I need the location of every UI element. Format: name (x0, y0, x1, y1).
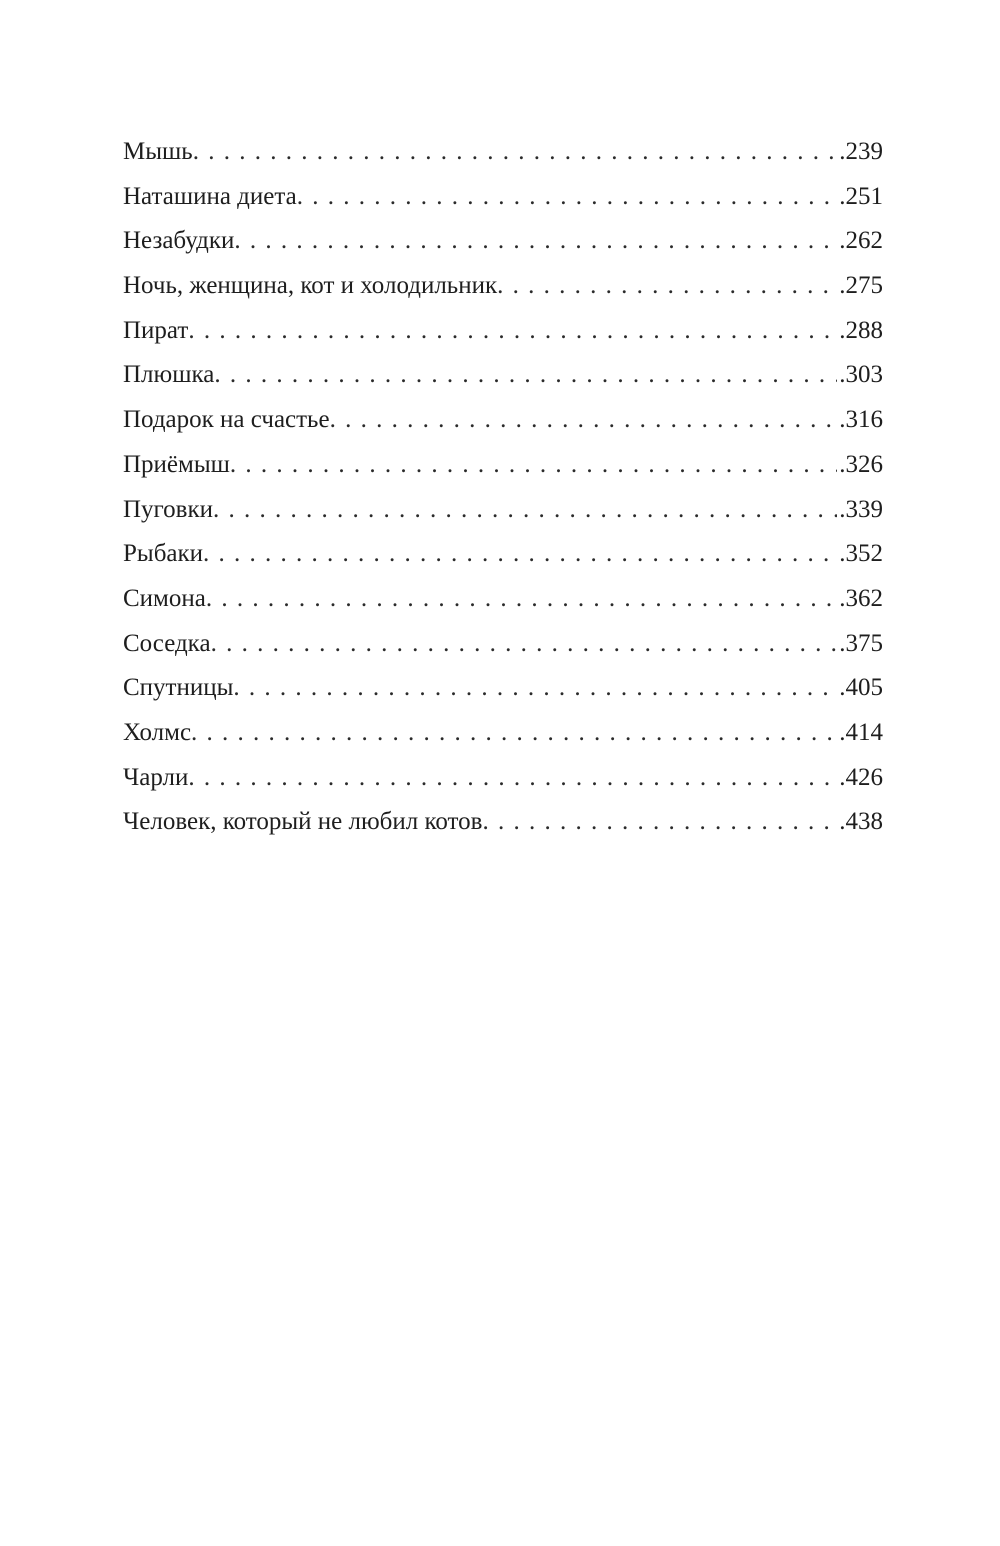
dot-leader (191, 711, 837, 756)
toc-entry (123, 443, 883, 488)
toc-entry (123, 577, 883, 622)
toc-entry (123, 532, 883, 577)
toc-entry-page: . 414 (839, 711, 883, 756)
toc-entry-title: Подарок на счастье (123, 406, 330, 434)
toc-entry-page: . 262 (839, 219, 883, 264)
dot-leader (206, 577, 837, 622)
toc-entry-page: . 375 (839, 622, 883, 667)
toc-entry-page: . 438 (839, 800, 883, 845)
dot-leader (188, 756, 837, 801)
toc-entry-title: Спутницы (123, 674, 234, 702)
toc-entry-page: . 275 (839, 264, 883, 309)
toc-entry-page: . 251 (839, 175, 883, 220)
toc-entry (123, 219, 883, 264)
dot-leader (482, 800, 837, 845)
toc-entry (123, 130, 883, 175)
toc-entry (123, 800, 883, 845)
toc-entry (123, 264, 883, 309)
toc-entry-title: Ночь, женщина, кот и холодильник (123, 272, 498, 300)
toc-entry (123, 175, 883, 220)
dot-leader (233, 666, 837, 711)
dot-leader (230, 443, 837, 488)
toc-entry-page: . 326 (839, 443, 883, 488)
toc-entry-title: Чарли (123, 763, 189, 791)
toc-entry-title: Плюшка (123, 361, 215, 389)
toc-entry-title: Мышь (123, 138, 193, 165)
toc-entry-page: . 339 (839, 488, 883, 533)
toc-entry (123, 398, 883, 443)
dot-leader (188, 309, 837, 354)
dot-leader (214, 353, 837, 398)
dot-leader (203, 532, 837, 577)
toc-entry (123, 711, 883, 756)
toc-entry-title: Человек, который не любил котов (123, 808, 483, 836)
toc-entry-page: . 239 (839, 130, 883, 175)
toc-entry-page: . 303 (839, 353, 883, 398)
toc-entry-page: . 316 (839, 398, 883, 443)
toc-entry-page: . 405 (839, 666, 883, 711)
toc-entry-page: . 426 (839, 756, 883, 801)
toc-entry (123, 666, 883, 711)
toc-entry-title: Соседка (123, 629, 211, 657)
toc-entry (123, 622, 883, 667)
dot-leader (213, 488, 837, 533)
toc-entry-title: Симона (123, 584, 206, 612)
toc-entry-page: . 288 (839, 309, 883, 354)
dot-leader (330, 398, 838, 443)
toc-entry-title: Рыбаки (123, 540, 204, 568)
dot-leader (211, 622, 838, 667)
toc-entry-title: Приёмыш (123, 450, 230, 478)
toc-entry-title: Пуговки (123, 495, 214, 523)
toc-entry-title: Незабудки (123, 227, 235, 255)
toc-entry-title: Холмс (123, 718, 192, 746)
toc-entry-title: Наташина диета (123, 182, 297, 210)
toc-entry-page: . 362 (839, 577, 883, 622)
toc-entry (123, 756, 883, 801)
toc-entry-title: Пират (123, 316, 189, 344)
toc-entry (123, 353, 883, 398)
dot-leader (497, 264, 837, 309)
toc-entry-page: . 352 (839, 532, 883, 577)
table-of-contents (123, 130, 883, 845)
dot-leader (297, 175, 838, 220)
dot-leader (234, 219, 837, 264)
toc-entry (123, 488, 883, 533)
dot-leader (193, 130, 838, 175)
toc-entry (123, 309, 883, 354)
